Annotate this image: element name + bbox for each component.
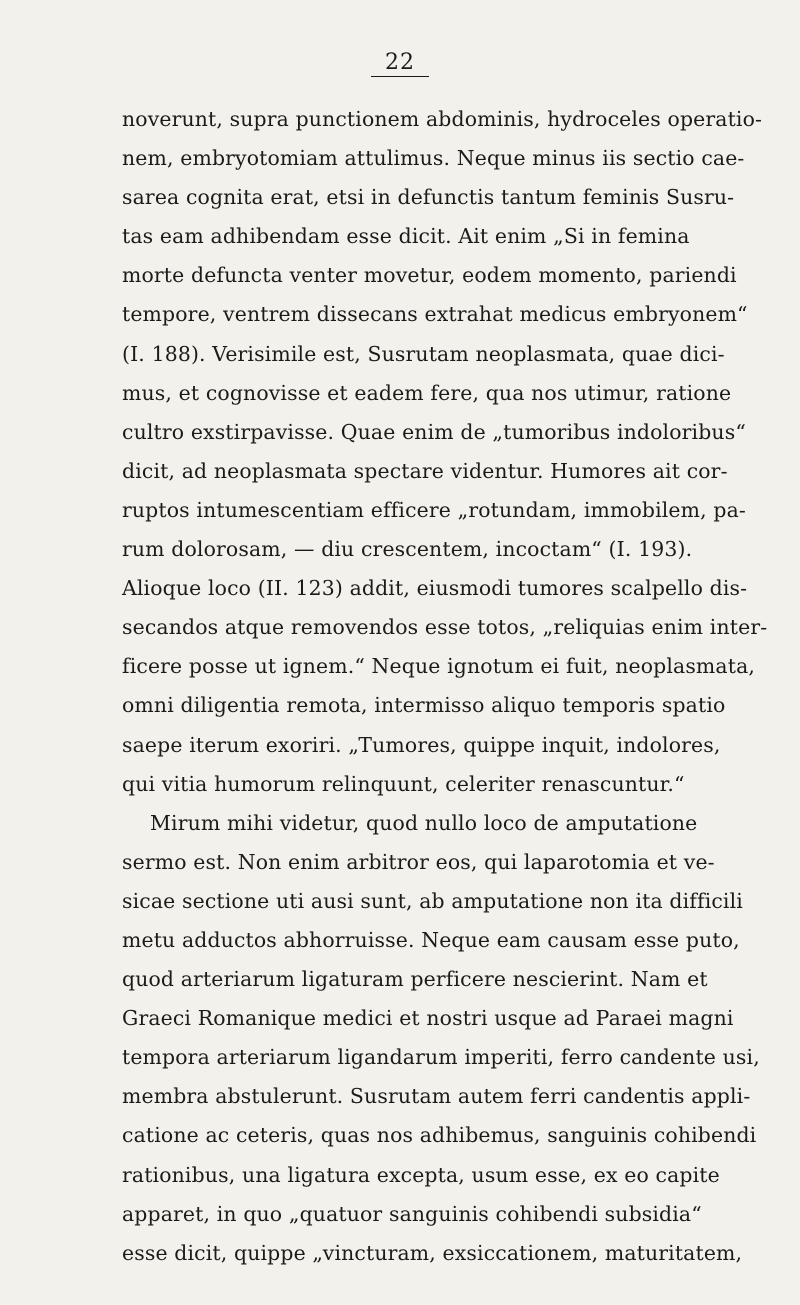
text-line: ficere posse ut ignem.“ Neque ignotum ei fuit, neoplasmata, <box>122 654 756 679</box>
text-line: membra abstulerunt. Susrutam autem ferri candentis appli- <box>122 1084 751 1109</box>
text-line: quod arteriarum ligaturam perficere nescierint. Nam et <box>122 967 708 992</box>
text-line: Mirum mihi videtur, quod nullo loco de amputatione <box>150 810 698 835</box>
text-line: qui vitia humorum relinquunt, celeriter renascuntur.“ <box>122 771 685 796</box>
text-line: tempore, ventrem dissecans extrahat medicus embryonem“ <box>122 302 748 327</box>
body-text <box>122 100 768 1273</box>
text-line: cultro exstirpavisse. Quae enim de „tumoribus indoloribus“ <box>122 419 746 444</box>
text-line: tas eam adhibendam esse dicit. Ait enim „Si in femina <box>122 224 690 249</box>
text-line: dicit, ad neoplasmata spectare videntur. Humores ait cor- <box>122 458 728 483</box>
text-line: secandos atque removendos esse totos, „reliquias enim inter- <box>122 615 768 640</box>
text-line: rum dolorosam, — diu crescentem, incoctam“ (I. 193). <box>122 537 693 562</box>
text-line: tempora arteriarum ligandarum imperiti, ferro candente usi, <box>122 1045 760 1070</box>
text-line: morte defuncta venter movetur, eodem momento, pariendi <box>122 263 737 288</box>
text-line: mus, et cognovisse et eadem fere, qua nos utimur, ratione <box>122 380 732 405</box>
text-line: esse dicit, quippe „vincturam, exsiccationem, maturitatem, <box>122 1240 743 1265</box>
text-line: sicae sectione uti ausi sunt, ab amputatione non ita difficili <box>122 888 743 913</box>
text-line: omni diligentia remota, intermisso aliquo temporis spatio <box>122 693 726 718</box>
page-number <box>0 50 800 77</box>
text-line: Alioque loco (II. 123) addit, eiusmodi tumores scalpello dis- <box>122 576 748 601</box>
page-number-text: 22 <box>371 50 429 77</box>
text-line: ruptos intumescentiam efficere „rotundam, immobilem, pa- <box>122 497 746 522</box>
text-line: sermo est. Non enim arbitror eos, qui laparotomia et ve- <box>122 849 715 874</box>
text-line: catione ac ceteris, quas nos adhibemus, sanguinis cohibendi <box>122 1123 757 1148</box>
text-line: nem, embryotomiam attulimus. Neque minus iis sectio cae- <box>122 146 745 171</box>
text-line: apparet, in quo „quatuor sanguinis cohibendi subsidia“ <box>122 1201 702 1226</box>
text-line: (I. 188). Verisimile est, Susrutam neoplasmata, quae dici- <box>122 341 725 366</box>
text-line: Graeci Romanique medici et nostri usque ad Paraei magni <box>122 1006 734 1031</box>
text-line: saepe iterum exoriri. „Tumores, quippe inquit, indolores, <box>122 732 721 757</box>
text-line: sarea cognita erat, etsi in defunctis tantum feminis Susru- <box>122 185 735 210</box>
text-line: rationibus, una ligatura excepta, usum esse, ex eo capite <box>122 1162 720 1187</box>
text-line: metu adductos abhorruisse. Neque eam causam esse puto, <box>122 927 740 952</box>
text-line: noverunt, supra punctionem abdominis, hydroceles operatio- <box>122 107 763 131</box>
